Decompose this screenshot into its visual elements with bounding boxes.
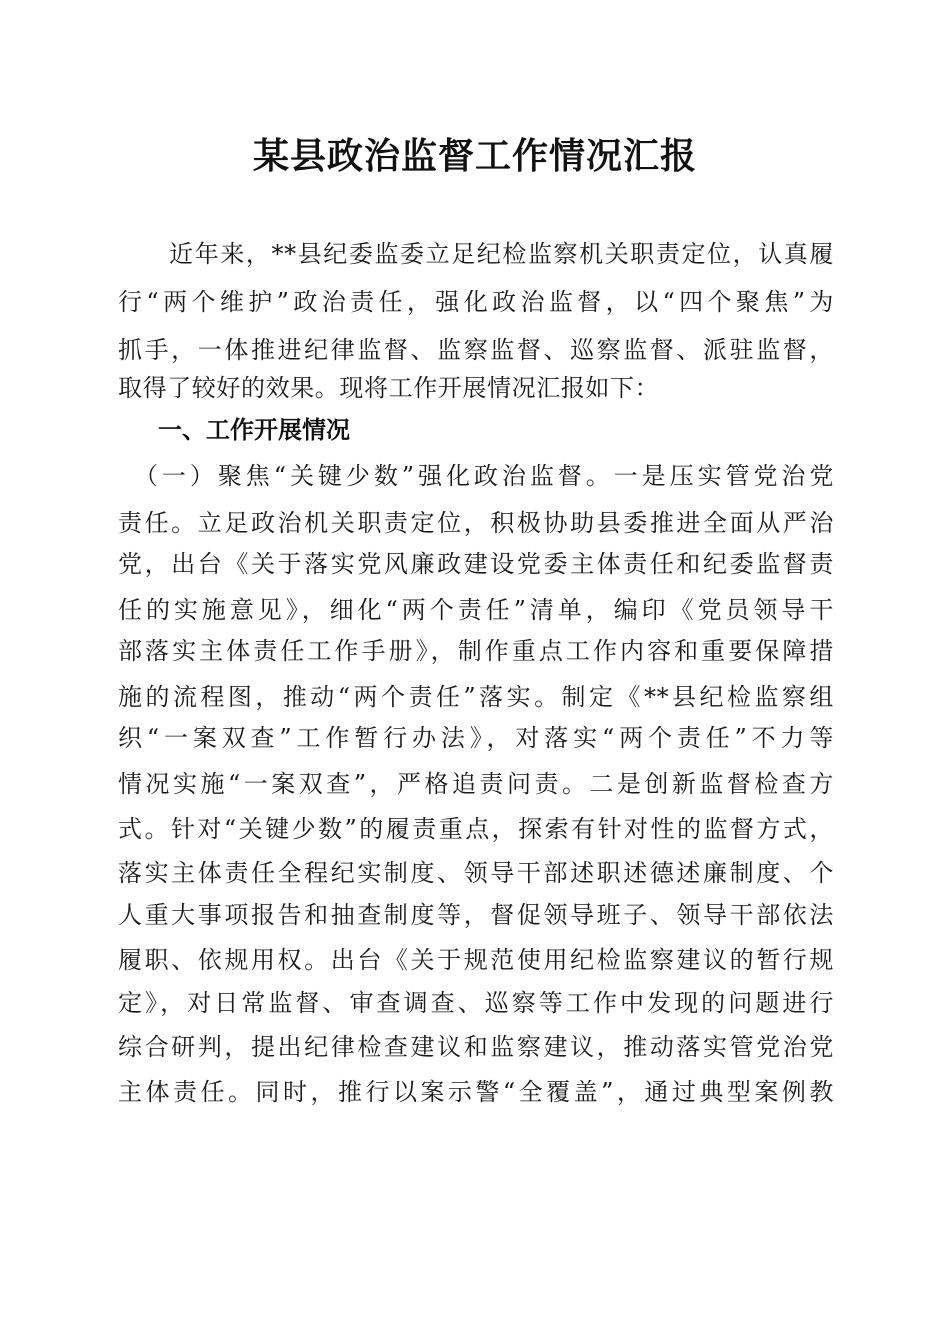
body-line: 落实主体责任全程纪实制度、领导干部述职述德述廉制度、个 [118,859,834,887]
intro-line: 行“两个维护”政治责任，强化政治监督，以“四个聚焦”为 [118,288,834,316]
intro-line: 近年来，**县纪委监委立足纪检监察机关职责定位，认真履 [118,240,834,268]
body-line: 履职、依规用权。出台《关于规范使用纪检监察建议的暂行规 [118,946,834,974]
document-title: 某县政治监督工作情况汇报 [252,135,697,177]
intro-line: 取得了较好的效果。现将工作开展情况汇报如下： [118,374,660,402]
body-line: 施的流程图，推动“两个责任”落实。制定《**县纪检监察组 [118,683,834,711]
body-line: 主体责任。同时，推行以案示警“全覆盖”，通过典型案例教 [118,1078,834,1106]
body-line: 人重大事项报告和抽查制度等，督促领导班子、领导干部依法 [118,901,834,929]
section-heading: 一、工作开展情况 [158,416,350,444]
body-line: （一）聚焦“关键少数”强化政治监督。一是压实管党治党 [118,462,834,490]
body-line: 任的实施意见》，细化“两个责任”清单，编印《党员领导干 [118,596,834,624]
body-line: 部落实主体责任工作手册》，制作重点工作内容和重要保障措 [118,637,834,665]
body-line: 情况实施“一案双查”，严格追责问责。二是创新监督检查方 [118,770,834,798]
body-line: 综合研判，提出纪律检查建议和监察建议，推动落实管党治党 [118,1033,834,1061]
body-line: 党，出台《关于落实党风廉政建设党委主体责任和纪委监督责 [118,550,834,578]
body-line: 责任。立足政治机关职责定位，积极协助县委推进全面从严治 [118,509,834,537]
intro-line: 抓手，一体推进纪律监督、监察监督、巡察监督、派驻监督， [118,336,834,364]
body-line: 式。针对“关键少数”的履责重点，探索有针对性的监督方式， [118,815,834,843]
body-line: 织“一案双查”工作暂行办法》，对落实“两个责任”不力等 [118,724,834,752]
body-line: 定》，对日常监督、审查调查、巡察等工作中发现的问题进行 [118,989,834,1017]
